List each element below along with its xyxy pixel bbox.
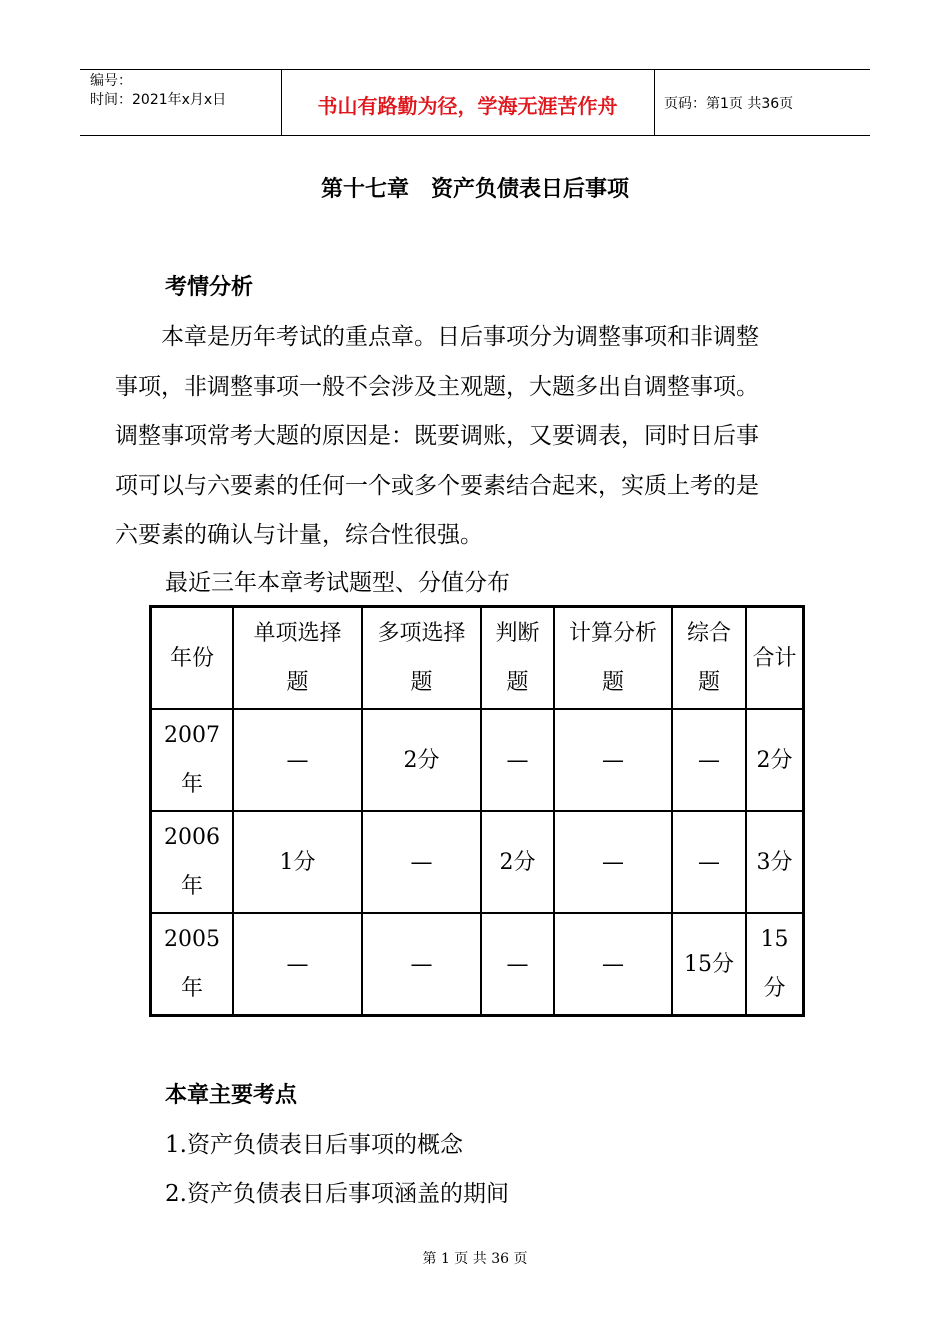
total-cell: 2分: [746, 709, 803, 811]
header-motto: 书山有路勤为径，学海无涯苦作舟: [317, 94, 618, 118]
score-cell: —: [481, 709, 554, 811]
score-cell: 1分: [233, 811, 362, 913]
score-cell: —: [554, 811, 672, 913]
table-row: [151, 811, 803, 913]
table-row: [151, 709, 803, 811]
year-cell: 2006 年: [151, 811, 233, 913]
score-cell: —: [233, 709, 362, 811]
header-meta: [90, 72, 226, 110]
header-cell-total: 合计: [746, 607, 803, 709]
table-caption: 最近三年本章考试题型、分值分布: [165, 570, 510, 596]
header-divider-right: [654, 69, 655, 135]
paragraph-line: 项可以与六要素的任何一个或多个要素结合起来，实质上考的是: [115, 472, 759, 499]
paragraph-line: 调整事项常考大题的原因是：既要调账，又要调表，同时日后事: [115, 423, 759, 449]
score-cell: —: [481, 913, 554, 1015]
paragraph-line: 本章是历年考试的重点章。日后事项分为调整事项和非调整: [115, 324, 759, 350]
score-cell: —: [233, 913, 362, 1015]
analysis-heading: 考情分析: [165, 275, 254, 300]
list-item: 1.资产负债表日后事项的概念: [165, 1132, 463, 1158]
year-cell: 2007 年: [151, 709, 233, 811]
total-cell: 3分: [746, 811, 803, 913]
header-cell-calculation: 计算分析 题: [554, 607, 672, 709]
header-cell-single-choice: 单项选择 题: [233, 607, 362, 709]
header-bottom-rule: [80, 135, 870, 136]
header-number-label: 编号：: [90, 73, 132, 89]
header-top-rule: [80, 69, 870, 70]
score-cell: —: [554, 913, 672, 1015]
total-cell: 15 分: [746, 913, 803, 1015]
header-cell-comprehensive: 综合 题: [672, 607, 746, 709]
score-distribution-table: [149, 605, 805, 1017]
chapter-title: 第十七章 资产负债表日后事项: [320, 177, 629, 202]
score-cell: 15分: [672, 913, 746, 1015]
key-points-heading: 本章主要考点: [165, 1083, 298, 1108]
score-cell: —: [672, 709, 746, 811]
paragraph-line: 六要素的确认与计量，综合性很强。: [115, 522, 483, 548]
score-cell: —: [554, 709, 672, 811]
score-cell: —: [362, 913, 481, 1015]
page-footer: 第 1 页 共 36 页: [422, 1251, 528, 1267]
header-time-label: 时间：2021年x月x日: [90, 92, 227, 108]
table-header-row: [151, 607, 803, 709]
analysis-paragraph: [115, 313, 835, 561]
table-row: [151, 913, 803, 1015]
year-cell: 2005 年: [151, 913, 233, 1015]
header-page-label: 页码：第1页 共36页: [664, 96, 794, 112]
score-cell: —: [362, 811, 481, 913]
list-item: 2.资产负债表日后事项涵盖的期间: [165, 1181, 509, 1207]
score-cell: 2分: [362, 709, 481, 811]
score-cell: 2分: [481, 811, 554, 913]
header-cell-multiple-choice: 多项选择 题: [362, 607, 481, 709]
header-cell-year: 年份: [151, 607, 233, 709]
score-cell: —: [672, 811, 746, 913]
header-cell-true-false: 判断 题: [481, 607, 554, 709]
paragraph-line: 事项，非调整事项一般不会涉及主观题，大题多出自调整事项。: [115, 373, 759, 400]
